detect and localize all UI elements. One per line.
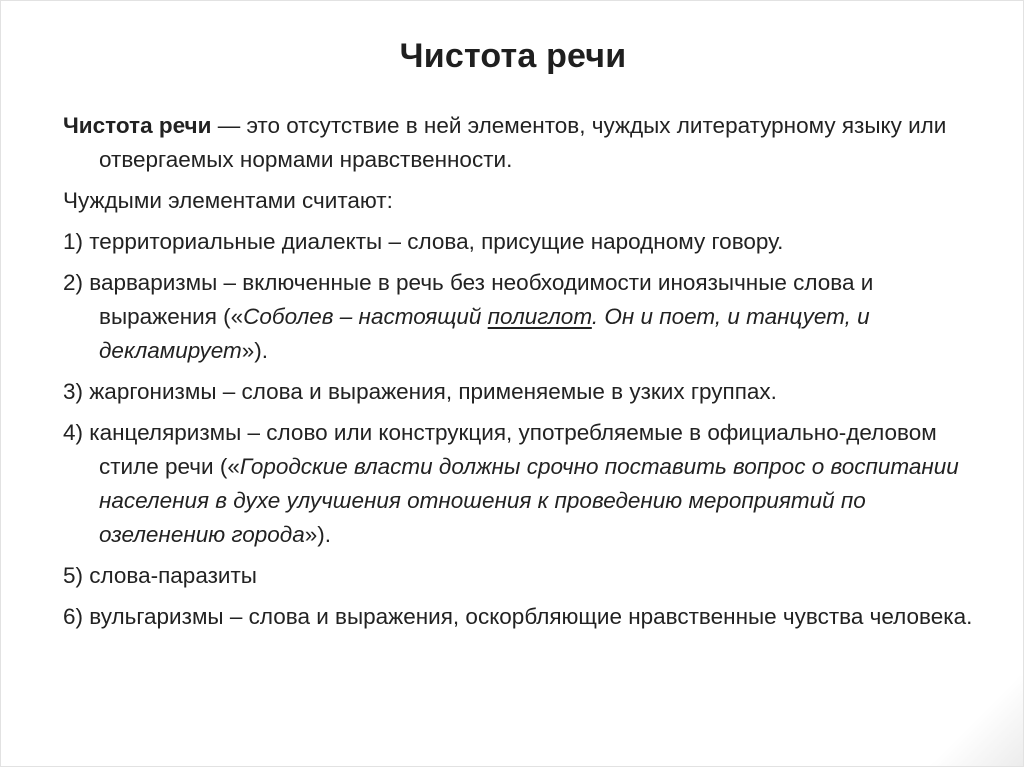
- corner-shade: [903, 676, 1023, 766]
- barbarisms-example-underlined: полиглот: [487, 304, 592, 329]
- barbarisms-example-end: . Он и поет, и танцует, и декламирует: [99, 304, 870, 363]
- barbarisms-text: 2) варваризмы – включенные в речь без необходимости иноязычные слова и выражения («: [63, 270, 874, 329]
- definition-text: — это отсутствие в ней элементов, чуждых литературному языку или отвергаемых нормами нравственности.: [99, 113, 947, 172]
- list-item-officialese: [63, 416, 973, 552]
- list-item-jargon: 3) жаргонизмы – слова и выражения, применяемые в узких группах.: [63, 379, 777, 404]
- definition-paragraph: [63, 109, 973, 177]
- officialese-closing: »).: [304, 522, 331, 547]
- barbarisms-example-start: Соболев – настоящий: [243, 304, 488, 329]
- list-item-vulgarisms: 6) вульгаризмы – слова и выражения, оскорбляющие нравственные чувства человека.: [63, 604, 973, 629]
- list-item-barbarisms: [63, 266, 973, 368]
- list-item-filler-words: 5) слова-паразиты: [63, 563, 257, 588]
- officialese-example: Городские власти должны срочно поставить вопрос о воспитании населения в духе улучшения отношения к проведению мероприятий по озеленению города: [99, 454, 959, 547]
- definition-term: Чистота речи: [63, 113, 212, 138]
- barbarisms-closing: »).: [241, 338, 268, 363]
- list-item-dialects: 1) территориальные диалекты – слова, присущие народному говору.: [63, 229, 784, 254]
- intro-paragraph: Чуждыми элементами считают:: [63, 188, 393, 213]
- slide-title: Чистота речи: [399, 37, 627, 75]
- officialese-text: 4) канцеляризмы – слово или конструкция, употребляемые в официально-деловом стиле речи («: [63, 420, 937, 479]
- slide-body: [63, 109, 973, 641]
